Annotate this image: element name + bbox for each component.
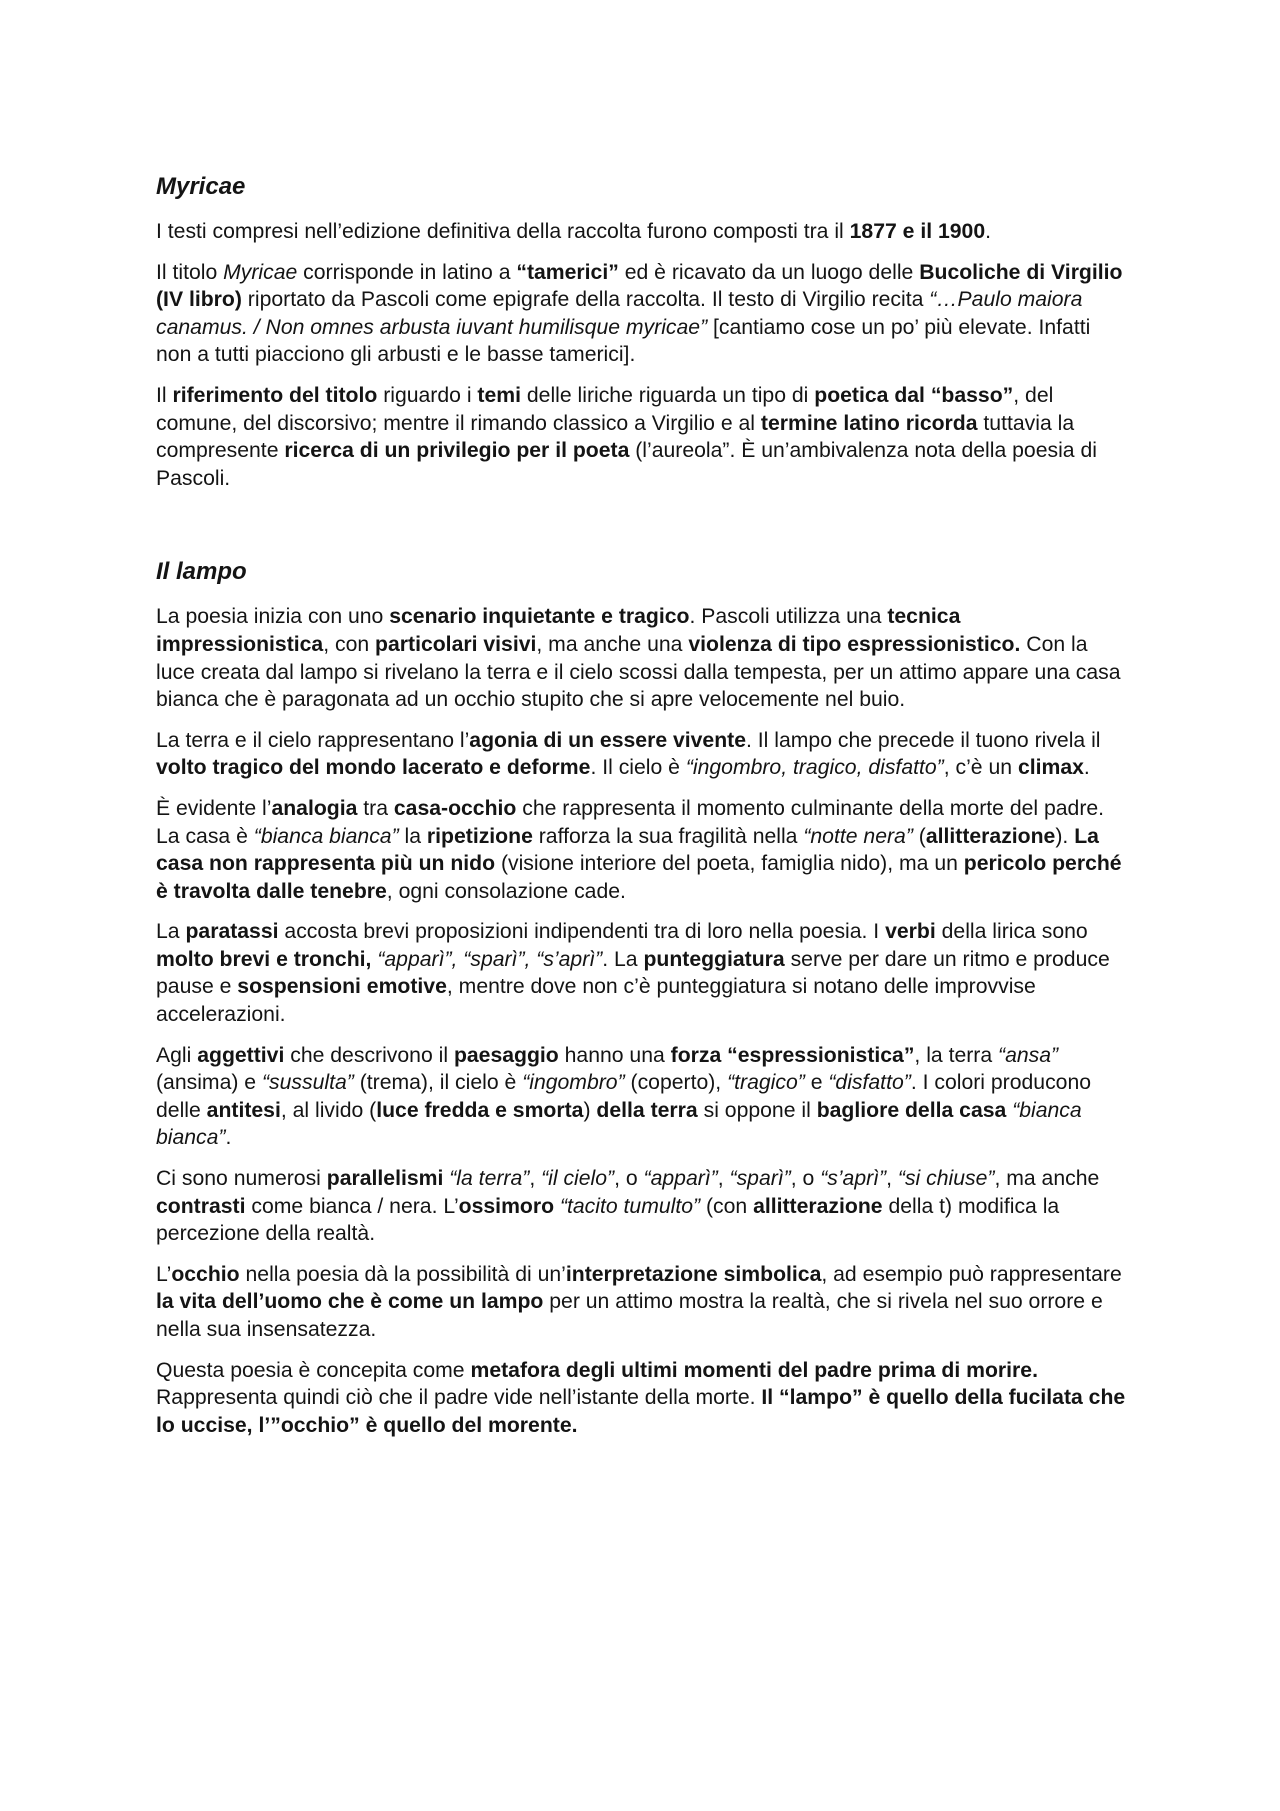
bold-text: riferimento del titolo xyxy=(172,383,378,407)
text-run: , xyxy=(529,1167,542,1191)
text-run: . xyxy=(1083,756,1090,780)
text-run: La terra e il cielo rappresentano l’ xyxy=(156,728,470,752)
italic-text: “il cielo” xyxy=(541,1167,615,1191)
text-run: la xyxy=(398,824,427,848)
text-run: . xyxy=(225,1126,232,1150)
text-run: , o xyxy=(790,1167,821,1191)
bold-text: termine latino ricorda xyxy=(760,411,978,435)
bold-text: antitesi xyxy=(206,1098,281,1122)
text-run: della lirica sono xyxy=(935,920,1094,944)
bold-text: la vita dell’uomo che è come un lampo xyxy=(156,1290,544,1314)
text-run: della t) modifica la percezione della realtà. xyxy=(156,1194,1066,1246)
bold-text: scenario inquietante e tragico xyxy=(389,605,690,629)
text-run: si oppone il xyxy=(697,1098,817,1122)
bold-text: volto tragico del mondo lacerato e deforme xyxy=(156,756,591,780)
italic-text: “ingombro, tragico, disfatto” xyxy=(685,756,944,780)
text-run: ). xyxy=(1055,824,1075,848)
text-run: , mentre dove non c’è punteggiatura si notano delle improvvise accelerazioni. xyxy=(156,975,1042,1027)
text-run: delle liriche riguarda un tipo di xyxy=(521,383,815,407)
text-run: nella poesia dà la possibilità di un’ xyxy=(239,1262,566,1286)
bold-text: pericolo perché è travolta dalle tenebre xyxy=(156,852,1128,903)
text-run: Ci sono numerosi xyxy=(156,1167,327,1191)
bold-text: “tamerici” xyxy=(516,260,619,284)
bold-text: punteggiatura xyxy=(643,947,785,971)
text-run: riguardo i xyxy=(377,383,478,407)
bold-text: ripetizione xyxy=(426,824,533,848)
paragraph xyxy=(156,218,1126,246)
text-run: riportato da Pascoli come epigrafe della raccolta. Il testo di Virgilio recita xyxy=(241,288,930,312)
italic-text: “bianca bianca” xyxy=(253,824,399,848)
bold-text: climax xyxy=(1017,756,1084,780)
text-run: e xyxy=(804,1071,829,1095)
text-run: , xyxy=(717,1167,730,1191)
bold-text: forza “espressionistica” xyxy=(670,1043,915,1067)
text-run: rafforza la sua fragilità nella xyxy=(532,824,804,848)
bold-text: ricerca di un privilegio per il poeta xyxy=(284,439,630,463)
italic-text: “tacito tumulto” xyxy=(559,1194,701,1218)
italic-text: “s’aprì” xyxy=(820,1167,887,1191)
text-run: Rappresenta quindi ciò che il padre vide nell’istante della morte. xyxy=(156,1358,1044,1410)
text-run: che rappresenta il momento culminante della morte del padre. La casa è xyxy=(156,796,1110,848)
text-run: . Pascoli utilizza una xyxy=(689,605,888,629)
text-run: serve per dare un ritmo e produce pause e xyxy=(156,947,1116,999)
text-run: È evidente l’ xyxy=(156,796,272,820)
bold-text: La casa non rappresenta più un nido xyxy=(156,824,1105,876)
bold-text: occhio xyxy=(171,1262,240,1286)
text-run: . La xyxy=(602,947,644,971)
text-run: hanno una xyxy=(558,1043,671,1067)
text-run: (coperto), xyxy=(624,1071,728,1095)
text-run: I testi compresi nell’edizione definitiva della raccolta furono composti tra il xyxy=(156,220,850,243)
text-run: , del comune, del discorsivo; mentre il rimando classico a Virgilio e al xyxy=(156,383,1060,435)
text-run: , o xyxy=(614,1167,644,1191)
text-run: Il titolo xyxy=(156,260,224,284)
text-run: . Il cielo è xyxy=(590,756,686,780)
bold-text: casa-occhio xyxy=(393,796,517,820)
text-run: . I colori producono delle xyxy=(156,1071,1097,1122)
text-run: che descrivono il xyxy=(284,1043,454,1067)
section-title-myricae: Myricae xyxy=(156,173,246,200)
bold-text: della terra xyxy=(596,1098,698,1122)
bold-text: luce fredda e smorta xyxy=(376,1098,584,1122)
italic-text: “sparì” xyxy=(729,1167,791,1191)
paragraph xyxy=(156,1357,1132,1440)
bold-text: 1877 e il 1900 xyxy=(849,220,986,243)
text-run: . xyxy=(985,220,992,243)
bold-text: bagliore della casa xyxy=(816,1098,1007,1122)
italic-text: “disfatto” xyxy=(828,1071,911,1095)
text-run: , c’è un xyxy=(943,756,1018,780)
paragraph xyxy=(156,382,1126,492)
text-run: accosta brevi proposizioni indipendenti tra di loro nella poesia. I xyxy=(278,920,886,944)
bold-text: Bucoliche di Virgilio (IV libro) xyxy=(156,260,1129,312)
text-run: L’ xyxy=(156,1262,172,1286)
text-run: tra xyxy=(357,796,394,820)
bold-text: agonia di un essere vivente xyxy=(469,728,747,752)
text-run: , ma anche xyxy=(994,1167,1106,1191)
bold-text: molto brevi e tronchi, xyxy=(156,947,372,971)
section-body-myricae xyxy=(156,218,1129,492)
text-run: , ad esempio può rappresentare xyxy=(821,1262,1128,1286)
text-run: corrisponde in latino a xyxy=(297,260,517,284)
bold-text: verbi xyxy=(885,920,936,944)
text-run: (con xyxy=(700,1194,754,1218)
text-run: La poesia inizia con uno xyxy=(156,605,390,629)
paragraph xyxy=(156,259,1129,369)
paragraph xyxy=(156,918,1126,1028)
section-il-lampo xyxy=(156,557,1132,1439)
bold-text: aggettivi xyxy=(197,1043,285,1067)
section-body-il-lampo xyxy=(156,603,1132,1439)
italic-text: “apparì”, “sparì”, “s’aprì” xyxy=(377,947,603,971)
text-run: Il xyxy=(156,383,173,407)
italic-text: “si chiuse” xyxy=(897,1167,995,1191)
bold-text: interpretazione simbolica xyxy=(565,1262,822,1286)
section-myricae xyxy=(156,172,1129,492)
italic-text: “tragico” xyxy=(727,1071,805,1095)
text-run: . Il lampo che precede il tuono rivela il xyxy=(746,728,1107,752)
text-run: , ogni consolazione cade. xyxy=(386,879,626,903)
paragraph xyxy=(156,1261,1126,1344)
text-run: (visione interiore del poeta, famiglia nido), ma un xyxy=(495,852,964,876)
bold-text: tecnica impressionistica xyxy=(156,605,967,656)
bold-text: analogia xyxy=(271,796,358,820)
bold-text: paesaggio xyxy=(453,1043,559,1067)
section-title-il-lampo: Il lampo xyxy=(156,558,247,586)
italic-text: Myricae xyxy=(223,260,298,284)
bold-text: temi xyxy=(477,383,521,407)
text-run: (ansima) e xyxy=(156,1043,1064,1095)
text-run: come bianca / nera. L’ xyxy=(245,1194,459,1218)
italic-text: “bianca bianca” xyxy=(156,1098,1088,1150)
bold-text: contrasti xyxy=(156,1194,246,1218)
bold-text: allitterazione xyxy=(753,1194,883,1218)
italic-text: “ansa” xyxy=(998,1043,1059,1067)
italic-text: “notte nera” xyxy=(803,824,913,848)
text-run: (l’aureola”. È un’ambivalenza nota della poesia di Pascoli. xyxy=(156,439,1103,490)
italic-text: “sussulta” xyxy=(261,1071,354,1095)
bold-text: violenza di tipo espressionistico. xyxy=(688,632,1021,656)
text-run: , xyxy=(886,1167,898,1191)
bold-text: allitterazione xyxy=(925,824,1056,848)
text-run: (trema), il cielo è xyxy=(353,1071,523,1095)
bold-text: ossimoro xyxy=(458,1194,555,1218)
text-run: [cantiamo cose un po’ più elevate. Infatti non a tutti piacciono gli arbusti e le basse tamerici]. xyxy=(156,315,1097,367)
text-run: Questa poesia è concepita come xyxy=(156,1358,471,1382)
paragraph xyxy=(156,727,1126,782)
paragraph xyxy=(156,1165,1126,1248)
bold-text: poetica dal “basso” xyxy=(814,383,1014,407)
text-run: , con xyxy=(323,632,376,656)
italic-text: “ingombro” xyxy=(522,1071,625,1095)
bold-text: sospensioni emotive xyxy=(237,975,447,999)
bold-text: Il “lampo” è quello della fucilata che lo uccise, l’”occhio” è quello del morente. xyxy=(156,1386,1132,1437)
text-run: ( xyxy=(912,824,926,848)
text-run: tuttavia la compresente xyxy=(156,411,1080,463)
text-run: ) xyxy=(583,1098,597,1122)
text-run: La xyxy=(156,920,186,944)
bold-text: parallelismi xyxy=(326,1167,444,1191)
bold-text: metafora degli ultimi momenti del padre prima di morire. xyxy=(470,1358,1038,1382)
section-gap xyxy=(156,505,1126,557)
italic-text: “…Paulo maiora canamus. / Non omnes arbusta iuvant humilisque myricae” xyxy=(156,288,1089,339)
paragraph xyxy=(156,603,1126,713)
text-run: Agli xyxy=(156,1043,198,1067)
text-run: ed è ricavato da un luogo delle xyxy=(618,260,920,284)
paragraph xyxy=(156,795,1126,905)
paragraph xyxy=(156,1042,1126,1152)
text-run: , al livido ( xyxy=(280,1098,377,1122)
italic-text: “apparì” xyxy=(643,1167,718,1191)
text-run: , la terra xyxy=(914,1043,999,1067)
text-run: Con la luce creata dal lampo si rivelano la terra e il cielo scossi dalla tempesta, per un attimo appare una casa bianca che è paragonata ad un occhio stupito che si apre velocemente nel buio. xyxy=(156,632,1127,712)
text-run: per un attimo mostra la realtà, che si rivela nel suo orrore e nella sua insensatezza. xyxy=(156,1290,1109,1341)
italic-text: “la terra” xyxy=(449,1167,530,1191)
document-page xyxy=(156,172,1132,1452)
bold-text: paratassi xyxy=(185,920,279,944)
bold-text: particolari visivi xyxy=(375,632,537,656)
text-run: , ma anche una xyxy=(536,632,689,656)
